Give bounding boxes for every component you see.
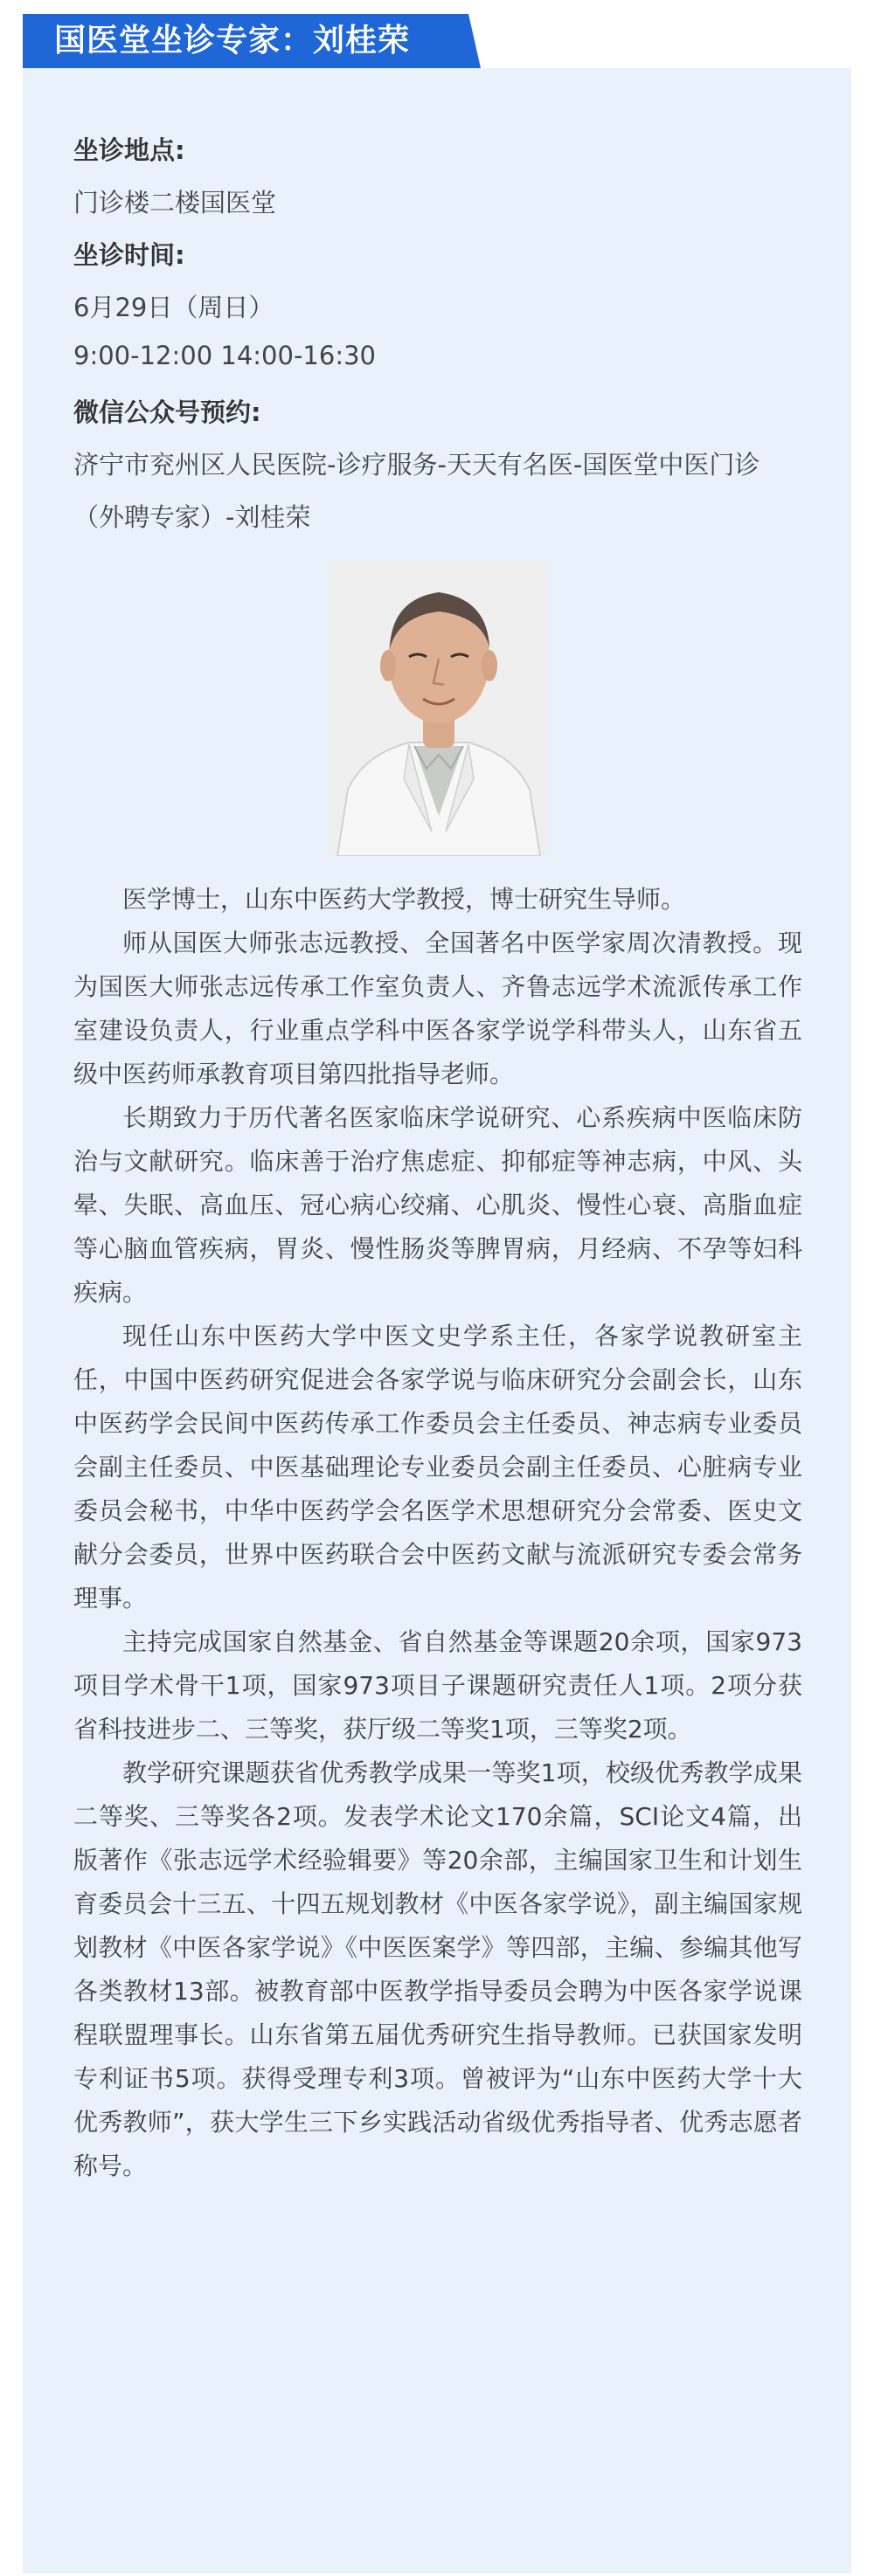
page-title: 国医堂坐诊专家：刘桂荣: [54, 23, 411, 59]
location-label: 坐诊地点:: [73, 135, 185, 165]
bio-paragraph: 师从国医大师张志远教授、全国著名中医学家周次清教授。现为国医大师张志远传承工作室负责人、齐鲁志远学术流派传承工作室建设负责人，行业重点学科中医各家学说学科带头人，山东省五级中医药师承教育项目第四批指导老师。: [73, 929, 802, 1088]
bio-paragraph: 医学博士，山东中医药大学教授，博士研究生导师。: [122, 885, 686, 914]
bio-paragraph: 教学研究课题获省优秀教学成果一等奖1项，校级优秀教学成果二等奖、三等奖各2项。发表学术论文170余篇，SCI论文4篇，出版著作《张志远学术经验辑要》等20余部，主编国家卫生和计划生育委员会十三五、十四五规划教材《中医各家学说》，副主编国家规划教材《中医各家学说》《中医医案学》等四部，主编、参编其他写各类教材13部。被教育部中医教学指导委员会聘为中医各家学说课程联盟理事长。山东省第五届优秀研究生指导教师。已获国家发明专利证书5项。获得受理专利3项。曾被评为“山东中医药大学十大优秀教师”，获大学生三下乡实践活动省级优秀指导者、优秀志愿者称号。: [73, 1758, 802, 2180]
time-label: 坐诊时间:: [73, 240, 185, 270]
bio-paragraph: 主持完成国家自然基金、省自然基金等课题20余项，国家973项目学术骨干1项，国家973项目子课题研究责任人1项。2项分获省科技进步二、三等奖，获厅级二等奖1项，三等奖2项。: [73, 1627, 802, 1744]
bio-paragraph: 现任山东中医药大学中医文史学系主任，各家学说教研室主任，中国中医药研究促进会各家学说与临床研究分会副会长，山东中医药学会民间中医药传承工作委员会主任委员、神志病专业委员会副主任委员、中医基础理论专业委员会副主任委员、心脏病专业委员会秘书，中华中医药学会名医学术思想研究分会常委、医史文献分会委员，世界中医药联合会中医药文献与流派研究专委会常务理事。: [73, 1322, 802, 1613]
booking-path-line1: 济宁市兖州区人民医院-诊疗服务-天天有名医-国医堂中医门诊: [73, 450, 760, 480]
booking-label: 微信公众号预约:: [73, 397, 261, 427]
doctor-portrait-icon: [329, 561, 549, 856]
doctor-biography: [73, 878, 802, 2188]
booking-path-line2: （外聘专家）-刘桂荣: [73, 502, 311, 532]
bio-paragraph: 长期致力于历代著名医家临床学说研究、心系疾病中医临床防治与文献研究。临床善于治疗焦虑症、抑郁症等神志病，中风、头晕、失眠、高血压、冠心病心绞痛、心肌炎、慢性心衰、高脂血症等心脑血管疾病，胃炎、慢性肠炎等脾胃病，月经病、不孕等妇科疾病。: [73, 1103, 802, 1307]
time-date: 6月29日（周日）: [73, 293, 274, 322]
location-value: 门诊楼二楼国医堂: [73, 188, 277, 218]
time-hours: 9:00-12:00 14:00-16:30: [73, 341, 376, 370]
